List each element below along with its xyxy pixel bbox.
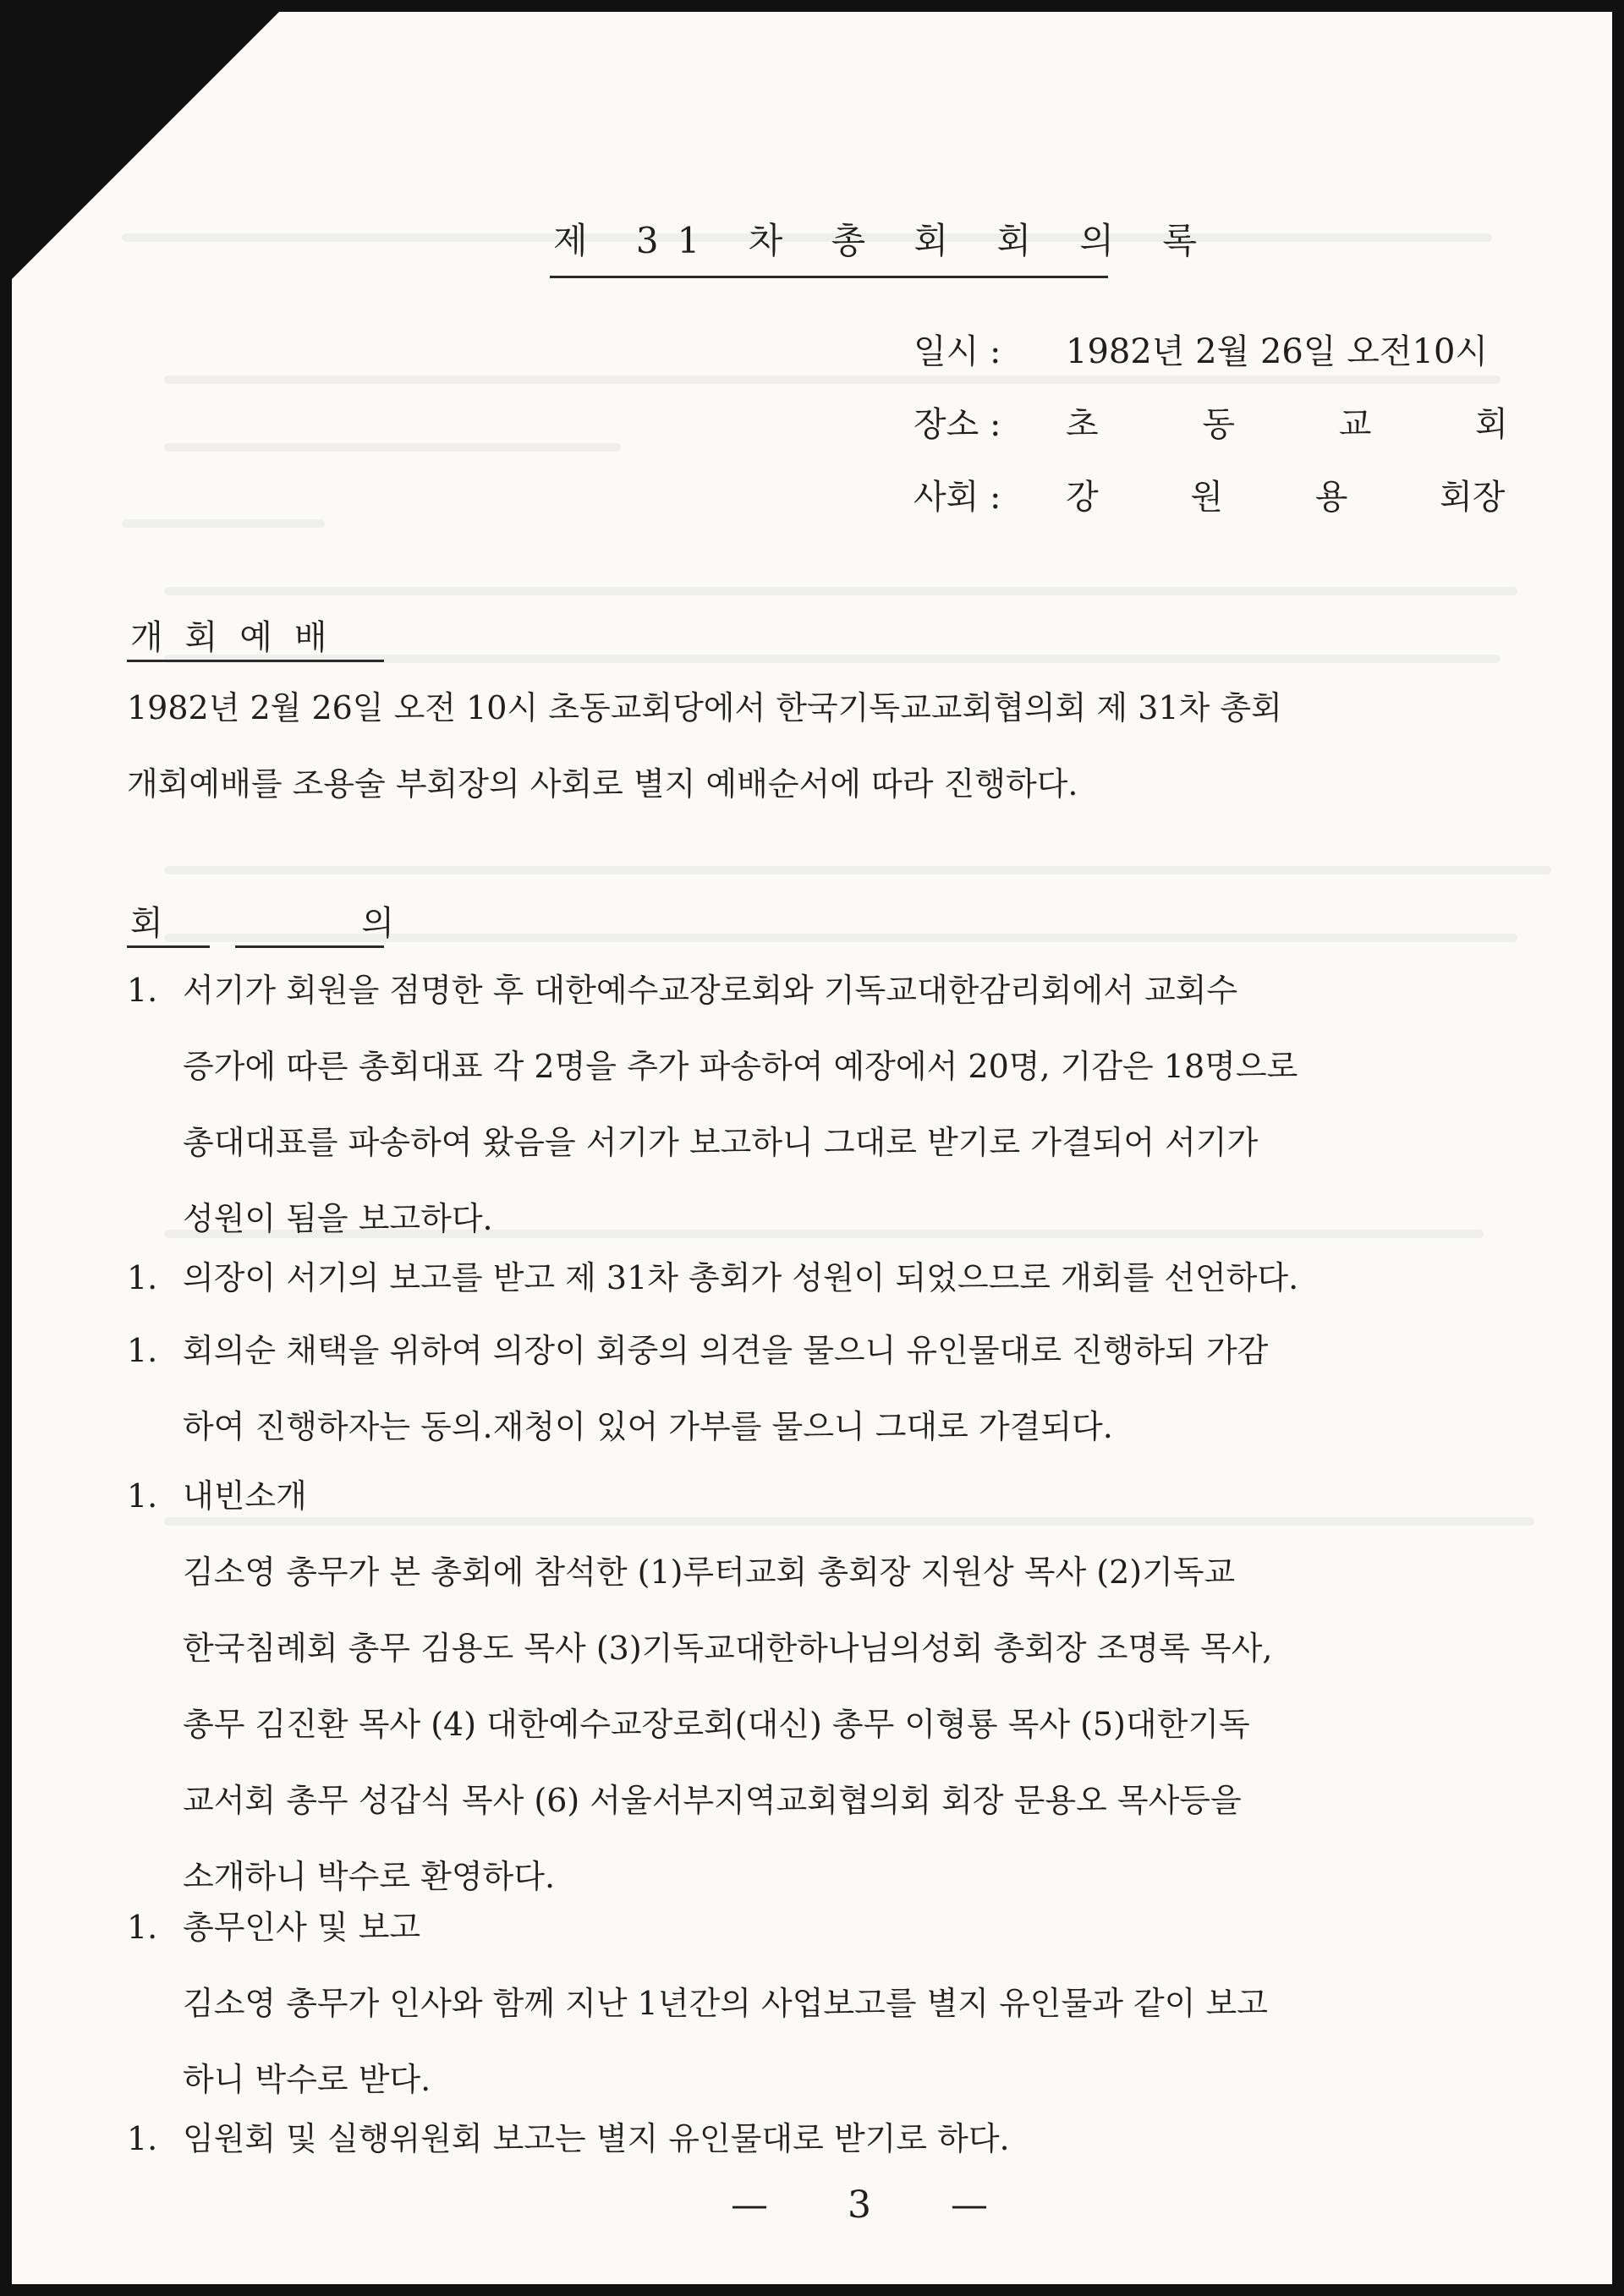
item-body (183, 1312, 1612, 1465)
item-body (183, 1889, 1612, 2118)
text-line: 총무인사 및 보고 (183, 1909, 421, 1946)
item-number: 1. (127, 1332, 158, 1369)
text-line: 하니 박수로 받다. (183, 2061, 431, 2098)
text-line: 교서회 총무 성갑식 목사 (6) 서울서부지역교회협의회 회장 문용오 목사등을 (183, 1782, 1242, 1819)
item-body (183, 1240, 1612, 1316)
title-underline (550, 276, 1108, 278)
meta-value: 초 동 교 회 (1066, 405, 1508, 444)
text-line: 하여 진행하자는 동의.재청이 있어 가부를 물으니 그대로 가결되다. (183, 1408, 1113, 1445)
text-line: 한국침례회 총무 김용도 목사 (3)기독교대한하나님의성회 총회장 조명록 목사, (183, 1630, 1273, 1667)
text-line: 개회예배를 조용술 부회장의 사회로 별지 예배순서에 따라 진행하다. (127, 765, 1078, 803)
section-underline (235, 945, 384, 948)
text-line: 총대대표를 파송하여 왔음을 서기가 보고하니 그대로 받기로 가결되어 서기가 (183, 1124, 1259, 1161)
bleed-through-mark (164, 375, 1501, 384)
text-line: 김소영 총무가 본 총회에 참석한 (1)루터교회 총회장 지원상 목사 (2)기독교 (183, 1553, 1236, 1591)
section-heading-meeting: 회 의 (130, 904, 416, 943)
text-line: 임원회 및 실행위원회 보고는 별지 유인물대로 받기로 하다. (183, 2120, 1010, 2157)
bleed-through-mark (164, 587, 1517, 595)
text-line: 증가에 따른 총회대표 각 2명을 추가 파송하여 예장에서 20명, 기감은 18명으로 (183, 1048, 1298, 1085)
text-line: 회의순 채택을 위하여 의장이 회중의 의견을 물으니 유인물대로 진행하되 가감 (183, 1332, 1269, 1369)
document-page (12, 12, 1612, 2284)
item-number: 1. (127, 1477, 158, 1515)
item-body (183, 952, 1612, 1257)
section-underline (127, 945, 210, 948)
document-title: 제 31 차 총 회 회 의 록 (553, 220, 1215, 261)
bleed-through-mark (122, 519, 325, 528)
meta-value: 강 원 용 회장 (1066, 478, 1506, 517)
page-number: — 3 — (731, 2184, 1022, 2227)
text-line: 1982년 2월 26일 오전 10시 초동교회당에서 한국기독교교회협의회 제 31차 총회 (127, 689, 1282, 726)
meta-label: 일시 : (914, 332, 1001, 371)
text-line: 성원이 됨을 보고하다. (183, 1200, 493, 1237)
text-line: 의장이 서기의 보고를 받고 제 31차 총회가 성원이 되었으므로 개회를 선언하다. (183, 1259, 1299, 1296)
bleed-through-mark (164, 443, 621, 452)
text-line: 김소영 총무가 인사와 함께 지난 1년간의 사업보고를 별지 유인물과 같이 보고 (183, 1985, 1268, 2022)
meta-value: 1982년 2월 26일 오전10시 (1066, 332, 1489, 371)
section-underline (127, 660, 384, 662)
item-body (183, 2101, 1612, 2177)
bleed-through-mark (164, 866, 1551, 874)
item-number: 1. (127, 1909, 158, 1946)
text-line: 총무 김진환 목사 (4) 대한예수교장로회(대신) 총무 이형룡 목사 (5)대한기독 (183, 1706, 1250, 1743)
section-heading-worship: 개회예배 (130, 618, 349, 657)
item-number: 1. (127, 972, 158, 1009)
meta-label: 장소 : (914, 405, 1001, 444)
item-number: 1. (127, 2120, 158, 2157)
meta-label: 사회 : (914, 478, 1001, 517)
item-body (183, 1458, 1612, 1915)
text-line: 서기가 회원을 점명한 후 대한예수교장로회와 기독교대한감리회에서 교회수 (183, 972, 1238, 1009)
worship-paragraph (127, 670, 1599, 822)
item-number: 1. (127, 1259, 158, 1296)
text-line: 소개하니 박수로 환영하다. (183, 1858, 556, 1895)
text-line: 내빈소개 (183, 1477, 307, 1515)
